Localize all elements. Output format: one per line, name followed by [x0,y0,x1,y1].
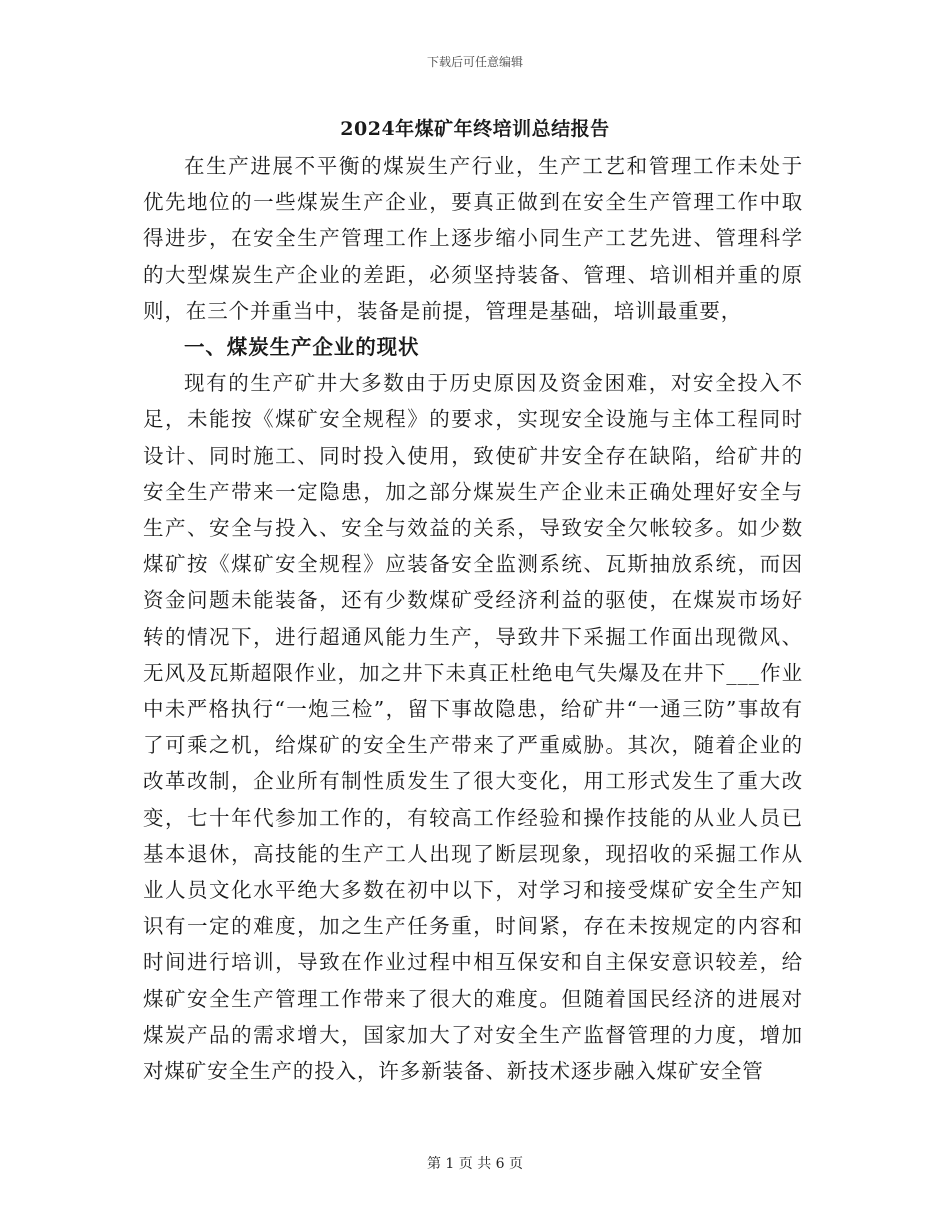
document-body [143,148,803,1089]
section-paragraph: 现有的生产矿井大多数由于历史原因及资金困难，对安全投入不足，未能按《煤矿安全规程》的要求，实现安全设施与主体工程同时设计、同时施工、同时投入使用，致使矿井安全存在缺陷，给矿井的安全生产带来一定隐患，加之部分煤炭生产企业未正确处理好安全与生产、安全与投入、安全与效益的关系，导致安全欠帐较多。如少数煤矿按《煤矿安全规程》应装备安全监测系统、瓦斯抽放系统，而因资金问题未能装备，还有少数煤矿受经济利益的驱使，在煤炭市场好转的情况下，进行超通风能力生产，导致井下采掘工作面出现微风、无风及瓦斯超限作业，加之井下未真正杜绝电气失爆及在井下___作业中未严格执行“一炮三检”，留下事故隐患，给矿井“一通三防”事故有了可乘之机，给煤矿的安全生产带来了严重威胁。其次，随着企业的改革改制，企业所有制性质发生了很大变化，用工形式发生了重大改变，七十年代参加工作的，有较高工作经验和操作技能的从业人员已基本退休，高技能的生产工人出现了断层现象，现招收的采掘工作从业人员文化水平绝大多数在初中以下，对学习和接受煤矿安全生产知识有一定的难度，加之生产任务重，时间紧，存在未按规定的内容和时间进行培训，导致在作业过程中相互保安和自主保安意识较差，给煤矿安全生产管理工作带来了很大的难度。但随着国民经济的进展对煤炭产品的需求增大，国家加大了对安全生产监督管理的力度，增加对煤矿安全生产的投入，许多新装备、新技术逐步融入煤矿安全管 [143,371,803,1084]
header-note: 下载后可任意编辑 [426,55,523,69]
page-footer: 第 1 页 共 6 页 [426,1156,524,1172]
section-heading: 一、煤炭生产企业的现状 [184,335,420,360]
intro-paragraph: 在生产进展不平衡的煤炭生产行业，生产工艺和管理工作未处于优先地位的一些煤炭生产企业，要真正做到在安全生产管理工作中取得进步，在安全生产管理工作上逐步缩小同生产工艺先进、管理科学的大型煤炭生产企业的差距，必须坚持装备、管理、培训相并重的原则，在三个并重当中，装备是前提，管理是基础，培训最重要， [143,154,803,323]
document-title: 2024年煤矿年终培训总结报告 [340,118,610,140]
